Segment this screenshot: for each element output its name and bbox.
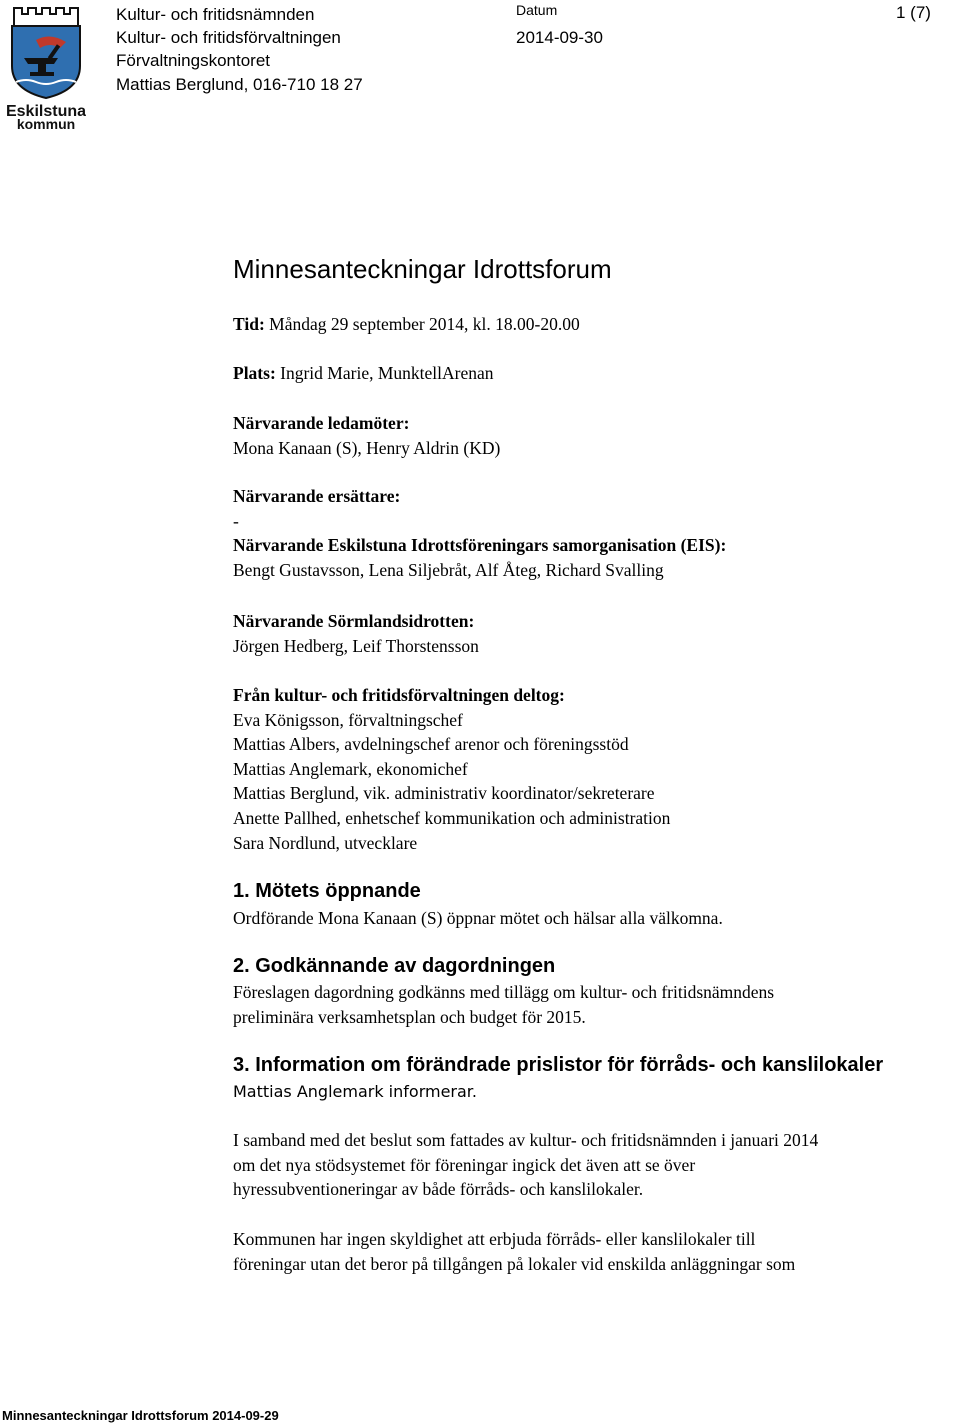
sormland-label: Närvarande Sörmlandsidrotten: [233,611,475,631]
header-org-line: Kultur- och fritidsnämnden [116,5,315,24]
list-item: Anette Pallhed, enhetschef kommunikation och administration [233,807,671,828]
eis-value: Bengt Gustavsson, Lena Siljebråt, Alf Åteg, Richard Svalling [233,559,664,580]
paragraph-line: I samband med det beslut som fattades av kultur- och fritidsnämnden i januari 2014 [233,1130,819,1150]
deputies-label: Närvarande ersättare: [233,486,401,506]
list-item: Eva Königsson, förvaltningschef [233,709,463,730]
time-label: Tid: [233,314,265,334]
members-label: Närvarande ledamöter: [233,413,410,433]
list-item: Mattias Anglemark, ekonomichef [233,758,468,779]
section-3-paragraph-1 [233,1128,818,1202]
place-value: Ingrid Marie, MunktellArenan [280,363,494,383]
meeting-place [233,361,494,386]
paragraph-line: Kommunen har ingen skyldighet att erbjuda förråds- eller kanslilokaler till [233,1229,756,1249]
admin-label: Från kultur- och fritidsförvaltningen deltog: [233,685,565,705]
sormland-value: Jörgen Hedberg, Leif Thorstensson [233,635,479,656]
document-date: 2014-09-30 [516,28,603,47]
place-label: Plats: [233,363,276,383]
section-2-heading: 2. Godkännande av dagordningen [233,955,556,977]
list-item: Mattias Berglund, vik. administrativ koordinator/sekreterare [233,783,655,804]
deputies-value: - [233,510,239,531]
svg-text:Eskilstuna: Eskilstuna [6,103,86,120]
admin-section [233,683,670,855]
paragraph-line: om det nya stödsystemet för föreningar ingick det även att se över [233,1154,696,1175]
deputies-section [233,484,726,582]
page-number: 1 (7) [896,3,931,22]
paragraph-line: Föreslagen dagordning godkänns med tillägg om kultur- och fritidsnämndens [233,982,775,1002]
section-3-intro: Mattias Anglemark informerar. [233,1082,477,1101]
eis-label: Närvarande Eskilstuna Idrottsföreningars samorganisation (EIS): [233,535,727,556]
paragraph-line: hyressubventioneringar av både förråds- och kanslilokaler. [233,1179,644,1200]
paragraph-line: föreningar utan det beror på tillgången på lokaler vid enskilda anläggningar som [233,1253,796,1274]
header-contact: Mattias Berglund, 016-710 18 27 [116,74,363,94]
list-item: Sara Nordlund, utvecklare [233,832,418,853]
paragraph-line: preliminära verksamhetsplan och budget för 2015. [233,1006,586,1027]
section-2-text [233,980,774,1029]
list-item: Mattias Albers, avdelningschef arenor och föreningsstöd [233,734,629,755]
section-1-text: Ordförande Mona Kanaan (S) öppnar mötet och hälsar alla välkomna. [233,908,723,928]
document-title: Minnesanteckningar Idrottsforum [233,254,612,284]
sormland-section [233,609,479,658]
section-1-heading: 1. Mötets öppnande [233,880,421,902]
header-org-line: Förvaltningskontoret [116,51,271,71]
header-organization [116,3,363,96]
time-value: Måndag 29 september 2014, kl. 18.00-20.00 [269,314,580,334]
page-footer: Minnesanteckningar Idrottsforum 2014-09-29 [2,1408,279,1423]
section-3-paragraph-2 [233,1227,795,1276]
header-org-line: Kultur- och fritidsförvaltningen [116,28,341,48]
svg-text:kommun: kommun [16,116,76,130]
members-value: Mona Kanaan (S), Henry Aldrin (KD) [233,437,501,458]
meeting-time [233,312,580,337]
date-label: Datum [516,2,558,18]
eskilstuna-coat-of-arms-logo [6,4,86,130]
section-3-heading: 3. Information om förändrade prislistor för förråds- och kanslilokaler [233,1054,884,1076]
members-section [233,411,500,460]
